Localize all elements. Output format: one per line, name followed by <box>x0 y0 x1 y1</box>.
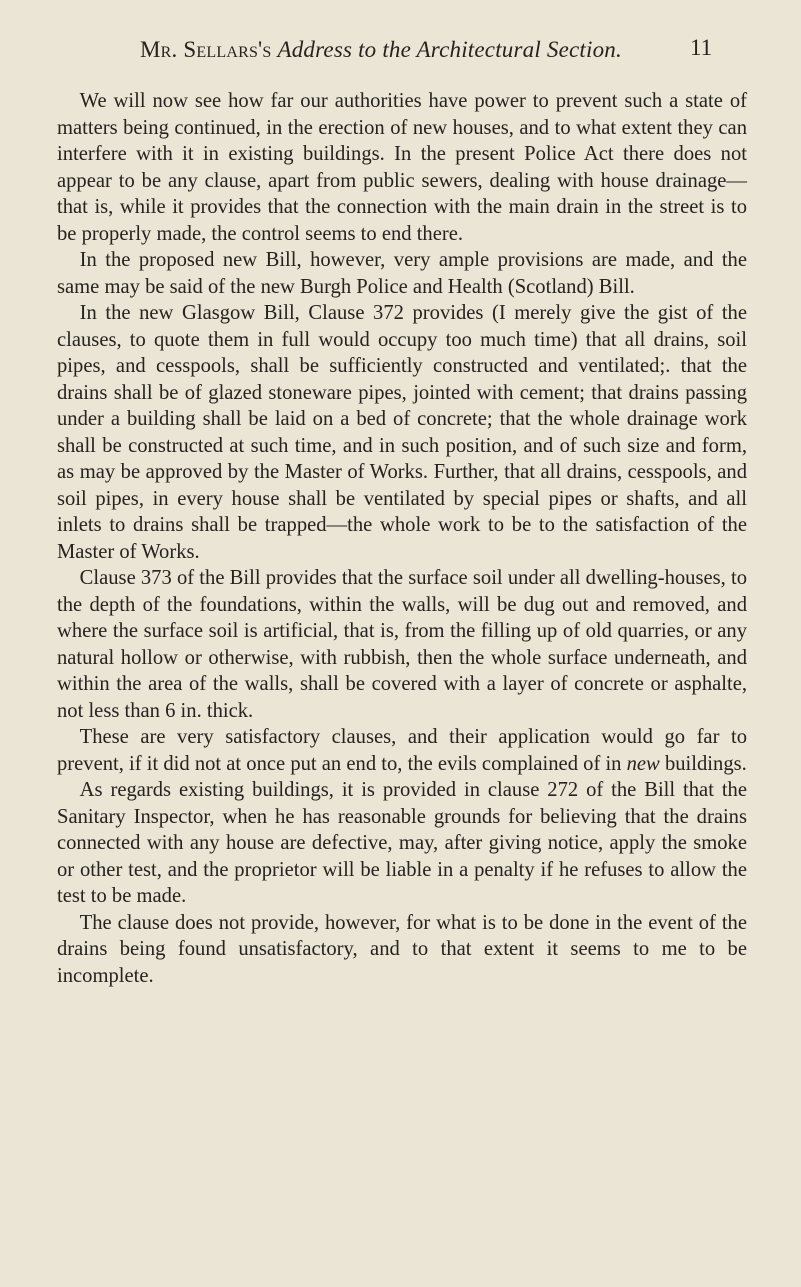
running-head <box>140 37 660 63</box>
running-head-title: Address to the Architectural Section. <box>277 37 622 62</box>
page-number: 11 <box>690 35 713 60</box>
paragraph-5-after: buildings. <box>659 752 747 775</box>
body-text <box>57 88 747 989</box>
paragraph-3: In the new Glasgow Bill, Clause 372 provides (I merely give the gist of the clauses, to quote them in full would occupy too much time) that all drains, soil pipes, and cesspools, shall be sufficiently constructed and ventilated;. that the drains shall be of glazed stoneware pipes, jointed with cement; that drains passing under a building shall be laid on a bed of concrete; that the whole drainage work shall be constructed at such time, and in such position, and of such size and form, as may be approved by the Master of Works. Further, that all drains, cesspools, and soil pipes, in every house shall be ventilated by special pipes or shafts, and all inlets to drains shall be trapped—the whole work to be to the satisfaction of the Master of Works. <box>57 302 747 563</box>
paragraph-6: As regards existing buildings, it is provided in clause 272 of the Bill that the Sanitary Inspector, when he has reasonable grounds for believing that the drains connected with any house are defective, may, after giving notice, apply the smoke or other test, and the proprietor will be liable in a penalty if he refuses to allow the test to be made. <box>57 779 747 907</box>
paragraph-5 <box>57 724 747 777</box>
paragraph-1: We will now see how far our authorities have power to prevent such a state of matters being continued, in the erection of new houses, and to what extent they can interfere with it in existing buildings. In the present Police Act there does not appear to be any clause, apart from public sewers, dealing with house drainage—that is, while it provides that the connection with the main drain in the street is to be properly made, the control seems to end there. <box>57 90 747 245</box>
paragraph-7: The clause does not provide, however, for what is to be done in the event of the drains being found unsatisfactory, and to that extent it seems to me to be incomplete. <box>57 911 747 987</box>
paragraph-5-before: These are very satisfactory clauses, and their application would go far to prevent, if it did not at once put an end to, the evils complained of in <box>57 726 747 775</box>
paragraph-4: Clause 373 of the Bill provides that the surface soil under all dwelling-houses, to the depth of the foundations, within the walls, will be dug out and removed, and where the surface soil is artificial, that is, from the filling up of old quarries, or any natural hollow or otherwise, with rubbish, then the whole surface underneath, and within the area of the walls, shall be covered with a layer of concrete or asphalte, not less than 6 in. thick. <box>57 567 747 722</box>
running-head-author: Mr. Sellars's <box>140 37 272 62</box>
paragraph-2: In the proposed new Bill, however, very ample provisions are made, and the same may be said of the new Burgh Police and Health (Scotland) Bill. <box>57 249 747 298</box>
paragraph-5-emphasis: new <box>626 752 660 775</box>
